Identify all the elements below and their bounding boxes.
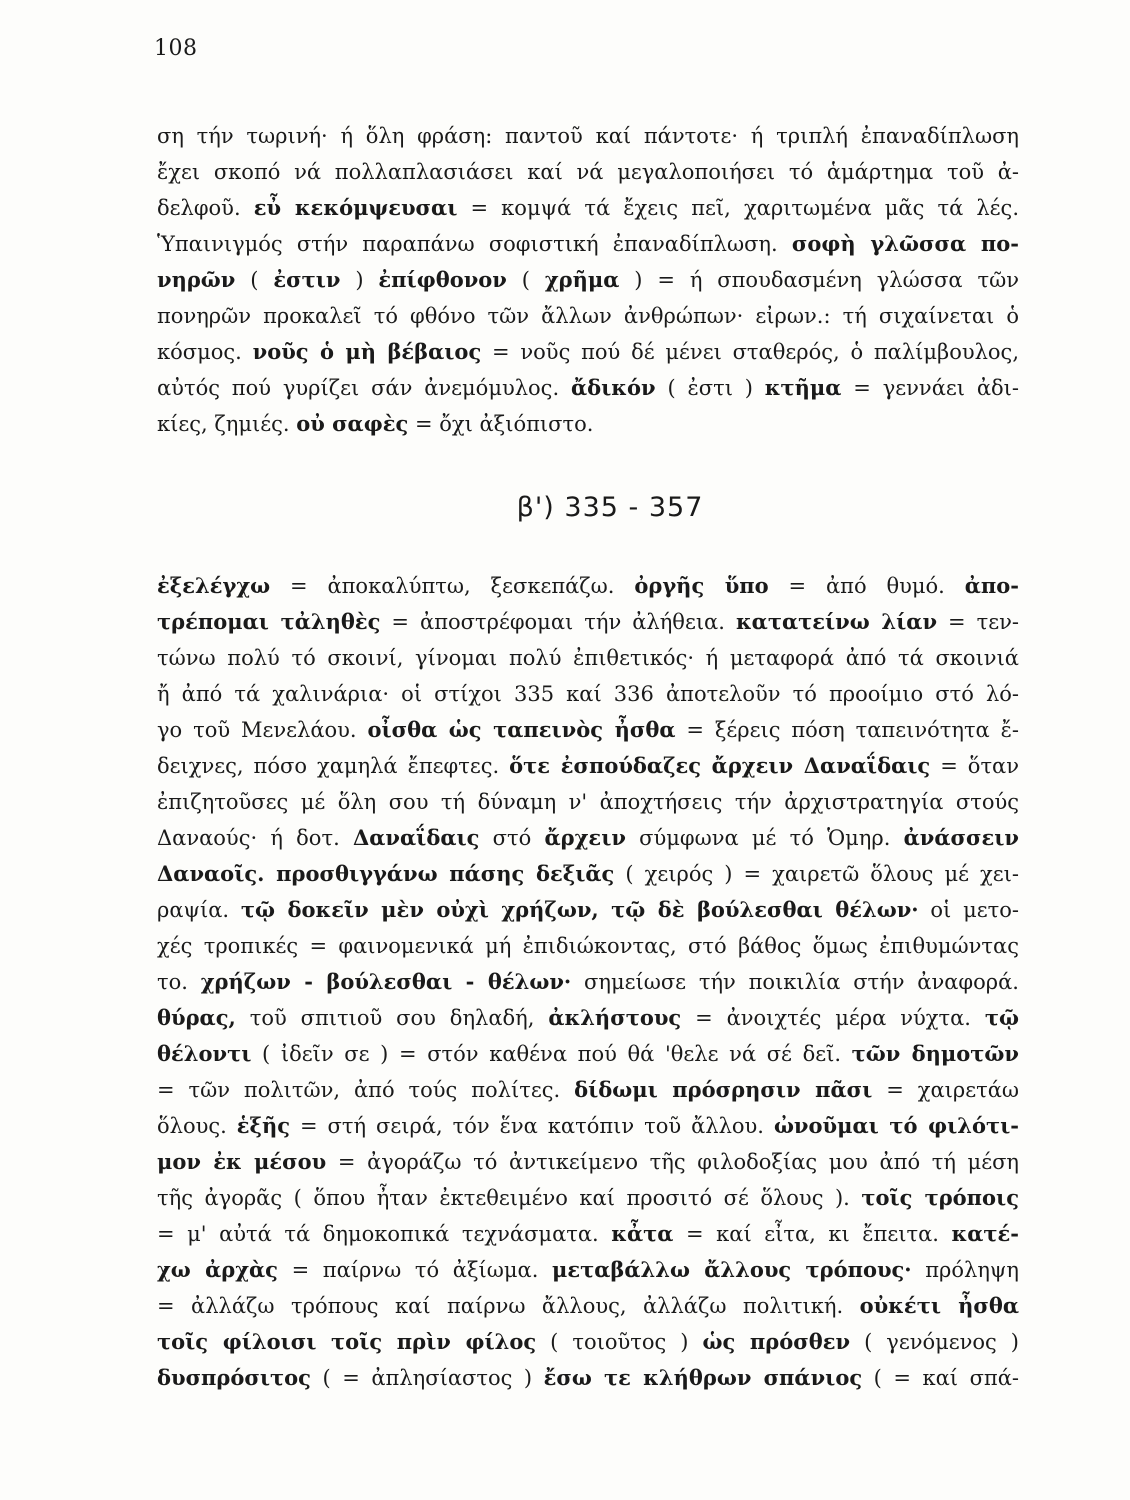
headword: ὠνοῦμαι τό φιλότι-	[773, 1113, 1019, 1138]
text-line	[157, 964, 1019, 1000]
gloss-text: τοῦ σπιτιοῦ σου δηλαδή,	[235, 1006, 549, 1030]
gloss-text: = τεν-	[937, 610, 1019, 634]
gloss-text: ραψία.	[157, 898, 241, 922]
headword: νηρῶν	[157, 267, 236, 292]
gloss-text: = ἀνοιχτές μέρα νύχτα.	[681, 1006, 985, 1030]
gloss-text: = ἀποκαλύπτω, ξεσκεπάζω.	[270, 574, 635, 598]
headword: Δαναοῖς. προσθιγγάνω πάσης δεξιᾶς	[157, 861, 615, 886]
headword: μον ἐκ μέσου	[157, 1149, 327, 1174]
text-line	[157, 298, 1019, 334]
section-heading: β') 335 - 357	[516, 492, 704, 523]
text-line	[157, 226, 1019, 262]
headword: εὖ κεκόμψευσαι	[253, 195, 458, 220]
gloss-text: αὐτός πού γυρίζει σάν ἀνεμόμυλος.	[157, 376, 571, 400]
headword: ἔσω τε κλήθρων σπάνιος	[543, 1365, 863, 1390]
headword: κτῆμα	[764, 375, 842, 400]
gloss-text: οἱ μετο-	[918, 898, 1019, 922]
text-line	[157, 370, 1019, 406]
gloss-text: = ἀλλάζω τρόπους καί παίρνω ἄλλους, ἀλλάζω πολιτική.	[157, 1294, 860, 1318]
headword: ὅτε ἐσπούδαζες ἄρχειν Δαναΐδαις	[509, 753, 931, 778]
text-line	[157, 568, 1019, 604]
gloss-text: = παίρνω τό ἀξίωμα.	[277, 1258, 552, 1282]
text-line	[157, 190, 1019, 226]
gloss-text: ἤ ἀπό τά χαλινάρια· οἱ στίχοι 335 καί 336 ἀποτελοῦν τό προοίμιο στό λό-	[157, 682, 1019, 706]
gloss-text: = ὄχι ἀξιόπιστο.	[408, 412, 594, 436]
text-line	[157, 334, 1019, 370]
gloss-text: πρόληψη	[911, 1258, 1019, 1282]
gloss-text: = ἀγοράζω τό ἀντικείμενο τῆς φιλοδοξίας μου ἀπό τή μέση	[326, 1150, 1019, 1174]
headword: μεταβάλλω ἄλλους τρόπους·	[552, 1257, 912, 1282]
headword: νοῦς ὁ μὴ βέβαιος	[252, 339, 482, 364]
gloss-text: ( ἰδεῖν σε ) = στόν καθένα πού θά 'θελε νά σέ δεῖ.	[251, 1042, 852, 1066]
gloss-text: = κομψά τά ἔχεις πεῖ, χαριτωμένα μᾶς τά λές.	[457, 196, 1019, 220]
gloss-text: ( γενόμενος )	[850, 1330, 1019, 1354]
headword: ἐστιν	[273, 267, 341, 292]
headword: χρῆμα	[544, 267, 620, 292]
gloss-text: κίες, ζημιές.	[157, 412, 297, 436]
gloss-text: δελφοῦ.	[157, 196, 254, 220]
gloss-text: ἐπιζητοῦσες μέ ὅλη σου τή δύναμη ν' ἀποχτήσεις τήν ἀρχιστρατηγία στούς	[157, 790, 1019, 814]
text-line	[157, 928, 1019, 964]
gloss-text: Ὑπαινιγμός στήν παραπάνω σοφιστική ἐπαναδίπλωση.	[157, 232, 792, 256]
text-line	[157, 784, 1019, 820]
gloss-text: ( ἐστι )	[655, 376, 765, 400]
text-line	[157, 1144, 1019, 1180]
gloss-text: σημείωσε τήν ποικιλία στήν ἀναφορά.	[571, 970, 1019, 994]
text-line	[157, 262, 1019, 298]
page-number: 108	[154, 36, 198, 61]
gloss-text: τῆς ἀγορᾶς ( ὅπου ἦταν ἐκτεθειμένο καί προσιτό σέ ὅλους ).	[157, 1186, 862, 1210]
text-line	[157, 406, 1019, 442]
text-line	[157, 748, 1019, 784]
gloss-text: Δαναούς· ή δοτ.	[157, 826, 353, 850]
headword: δίδωμι πρόσρησιν πᾶσι	[574, 1077, 873, 1102]
commentary-paragraph-2	[157, 568, 1019, 1396]
text-line	[157, 820, 1019, 856]
gloss-text: κόσμος.	[157, 340, 253, 364]
text-line	[157, 640, 1019, 676]
gloss-text: = νοῦς πού δέ μένει σταθερός, ὁ παλίμβουλος,	[481, 340, 1019, 364]
gloss-text: = ξέρεις πόση ταπεινότητα ἔ-	[675, 718, 1019, 742]
gloss-text: πονηρῶν προκαλεῖ τό φθόνο τῶν ἄλλων ἀνθρώπων· εἰρων.: τή σιχαίνεται ὁ	[157, 304, 1019, 328]
gloss-text: σύμφωνα μέ τό Ὁμηρ.	[625, 826, 904, 850]
headword: ἀπο-	[964, 573, 1019, 598]
text-line	[157, 892, 1019, 928]
headword: ἑξῆς	[236, 1113, 291, 1138]
text-line	[157, 1108, 1019, 1144]
headword: τοῖς τρόποις	[861, 1185, 1019, 1210]
headword: ἐπίφθονον	[378, 267, 507, 292]
text-line	[157, 1360, 1019, 1396]
headword: θύρας,	[157, 1005, 236, 1030]
gloss-text: = ὅταν	[930, 754, 1020, 778]
gloss-text: ( = ἀπλησίαστος )	[310, 1366, 544, 1390]
headword: οὐκέτι ἦσθα	[859, 1293, 1019, 1318]
gloss-text: δειχνες, πόσο χαμηλά ἔπεφτες.	[157, 754, 510, 778]
headword: ἀνάσσειν	[903, 825, 1019, 850]
gloss-text: = γεννάει ἀδι-	[841, 376, 1019, 400]
text-line	[157, 1036, 1019, 1072]
gloss-text: ( χειρός ) = χαιρετῶ ὅλους μέ χει-	[614, 862, 1019, 886]
text-line	[157, 1180, 1019, 1216]
headword: κατατείνω λίαν	[735, 609, 938, 634]
gloss-text: (	[506, 268, 545, 292]
text-line	[157, 118, 1019, 154]
headword: χρήζων - βούλεσθαι - θέλων·	[200, 969, 572, 994]
text-line	[157, 856, 1019, 892]
gloss-text: στό	[479, 826, 545, 850]
gloss-text: ( = καί σπά-	[862, 1366, 1019, 1390]
text-line	[157, 1252, 1019, 1288]
text-line	[157, 1072, 1019, 1108]
gloss-text: = χαιρετάω	[872, 1078, 1020, 1102]
commentary-paragraph-1	[157, 118, 1019, 442]
gloss-text: χές τροπικές = φαινομενικά μή ἐπιδιώκοντας, στό βάθος ὅμως ἐπιθυμώντας	[157, 934, 1019, 958]
text-line	[157, 1324, 1019, 1360]
headword: ἄρχειν	[544, 825, 626, 850]
headword: τῷ	[984, 1005, 1019, 1030]
text-line	[157, 1216, 1019, 1252]
text-line	[157, 712, 1019, 748]
text-line	[157, 1000, 1019, 1036]
gloss-text: )	[340, 268, 379, 292]
text-line	[157, 604, 1019, 640]
gloss-text: ση τήν τωρινή· ή ὅλη φράση: παντοῦ καί πάντοτε· ή τριπλή ἐπαναδίπλωση	[157, 124, 1019, 148]
headword: ἐξελέγχω	[157, 573, 271, 598]
gloss-text: ( τοιοῦτος )	[536, 1330, 703, 1354]
headword: κατέ-	[951, 1221, 1019, 1246]
gloss-text: = ἀπό θυμό.	[768, 574, 965, 598]
headword: ἀκλήστους	[548, 1005, 682, 1030]
headword: ὀργῆς ὕπο	[634, 573, 769, 598]
text-line	[157, 154, 1019, 190]
gloss-text: = καί εἶτα, κι ἔπειτα.	[673, 1222, 952, 1246]
headword: οὐ σαφὲς	[296, 411, 409, 436]
text-line	[157, 676, 1019, 712]
gloss-text: = τῶν πολιτῶν, ἀπό τούς πολίτες.	[157, 1078, 575, 1102]
gloss-text: ) = ή σπουδασμένη γλώσσα τῶν	[619, 268, 1019, 292]
gloss-text: γο τοῦ Μενελάου.	[157, 718, 368, 742]
headword: οἶσθα ὡς ταπεινὸς ἦσθα	[367, 717, 676, 742]
headword: σοφὴ γλῶσσα πο-	[791, 231, 1019, 256]
headword: Δαναΐδαις	[352, 825, 480, 850]
headword: ἄδικόν	[570, 375, 656, 400]
gloss-text: το.	[157, 970, 201, 994]
headword: χω ἀρχὰς	[157, 1257, 278, 1282]
gloss-text: = μ' αὐτά τά δημοκοπικά τεχνάσματα.	[157, 1222, 612, 1246]
gloss-text: (	[235, 268, 274, 292]
headword: τοῖς φίλοισι τοῖς πρὶν φίλος	[157, 1329, 537, 1354]
gloss-text: = ἀποστρέφομαι τήν ἀλήθεια.	[380, 610, 736, 634]
headword: τῷ δοκεῖν μὲν οὐχὶ χρήζων, τῷ δὲ βούλεσθαι θέλων·	[240, 897, 919, 922]
gloss-text: = στή σειρά, τόν ἕνα κατόπιν τοῦ ἄλλου.	[290, 1114, 774, 1138]
gloss-text: ἔχει σκοπό νά πολλαπλασιάσει καί νά μεγαλοποιήσει τό ἁμάρτημα τοῦ ἀ-	[157, 160, 1019, 184]
headword: ὡς πρόσθεν	[702, 1329, 851, 1354]
text-line	[157, 1288, 1019, 1324]
headword: τῶν δημοτῶν	[851, 1041, 1019, 1066]
headword: θέλοντι	[157, 1041, 252, 1066]
headword: τρέπομαι τἀληθὲς	[157, 609, 381, 634]
headword: κἆτα	[611, 1221, 674, 1246]
gloss-text: τώνω πολύ τό σκοινί, γίνομαι πολύ ἐπιθετικός· ή μεταφορά ἀπό τά σκοινιά	[157, 646, 1019, 670]
gloss-text: ὅλους.	[157, 1114, 237, 1138]
headword: δυσπρόσιτος	[157, 1365, 311, 1390]
